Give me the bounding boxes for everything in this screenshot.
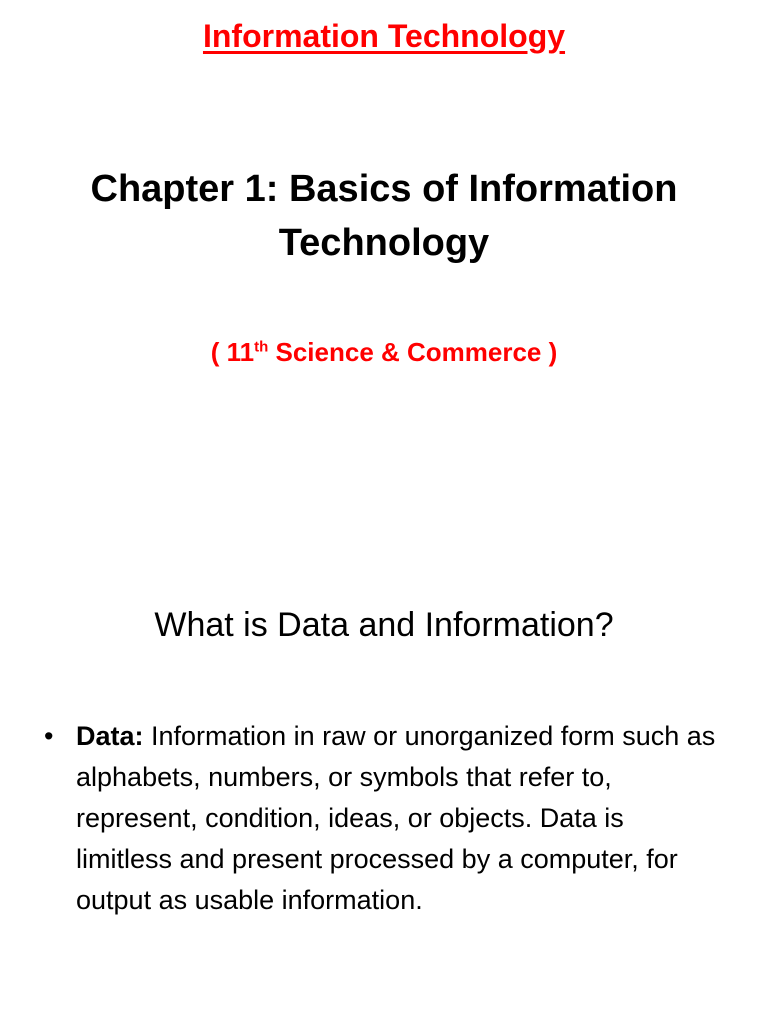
bullet-item-data	[44, 716, 724, 921]
bullet-list	[44, 716, 724, 921]
bullet-marker: •	[44, 721, 54, 751]
section-heading: What is Data and Information?	[154, 606, 614, 644]
chapter-title: Chapter 1: Basics of Information Technology	[90, 168, 678, 264]
class-subtitle	[0, 332, 768, 372]
class-suffix: Science & Commerce )	[268, 337, 558, 367]
class-prefix: ( 11	[210, 337, 255, 367]
bullet-term: Data:	[76, 721, 144, 751]
bullet-text: Information in raw or unorganized form such as alphabets, numbers, or symbols that refer to, represent, condition, ideas, or objects. Data is limitless and present processed by a computer, for output as usable information.	[76, 721, 716, 915]
content-slide	[0, 560, 768, 1024]
class-superscript: th	[254, 338, 269, 356]
subject-title: Information Technology	[202, 18, 566, 54]
